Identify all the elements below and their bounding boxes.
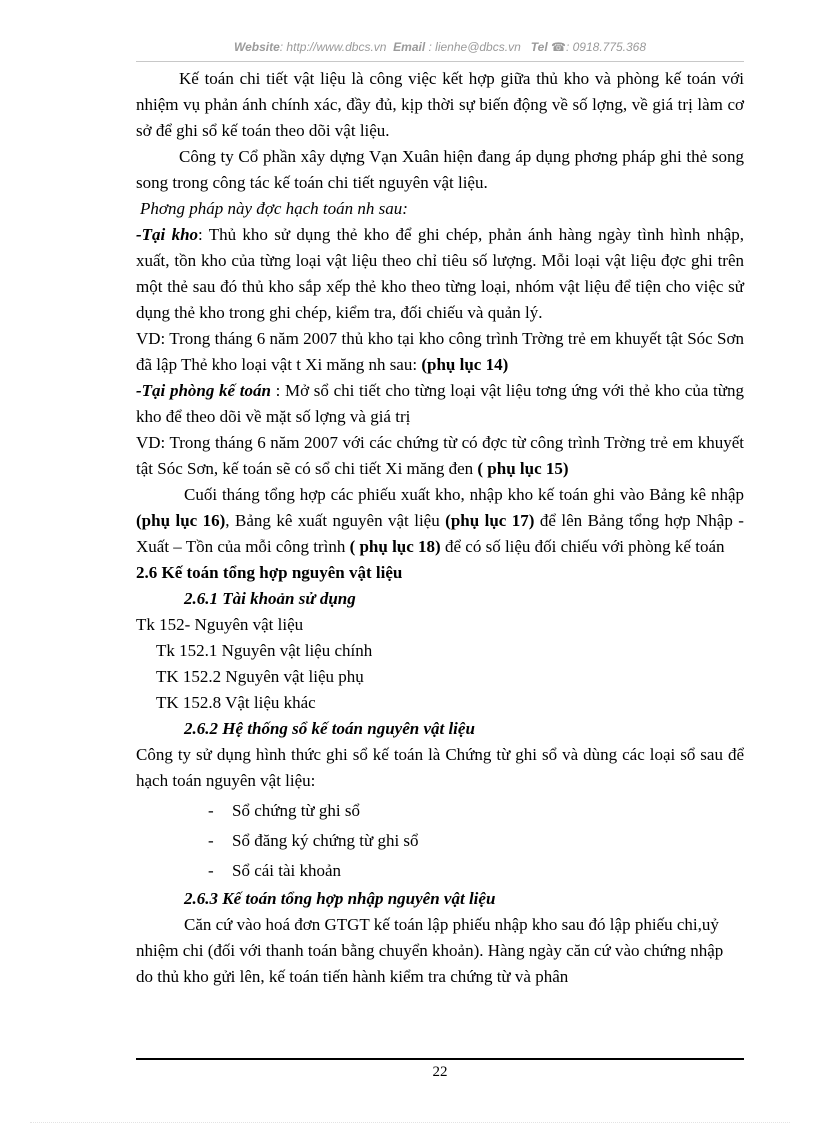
tel-label: Tel	[530, 40, 548, 54]
section-2-6-3-heading: 2.6.3 Kế toán tổng hợp nhập nguyên vật liệu	[184, 889, 496, 908]
example-1-text: VD: Trong tháng 6 năm 2007 thủ kho tại kho công trình Trờng trẻ em khuyết tật Sóc Sơn đã lập Thẻ kho loại vật t Xi măng nh sau:	[136, 329, 744, 374]
account-152-1: Tk 152.1 Nguyên vật liệu chính	[156, 641, 373, 660]
bullet-dash: -	[208, 831, 214, 850]
account-152-2: TK 152.2 Nguyên vật liệu phụ	[156, 667, 364, 686]
book-item-label: Sổ cái tài khoản	[232, 861, 342, 880]
section-2-6-2-heading: 2.6.2 Hệ thống sổ kế toán nguyên vật liệu	[184, 719, 475, 738]
book-item-label: Sổ đăng ký chứng từ ghi sổ	[232, 831, 419, 850]
book-item-label: Sổ chứng từ ghi sổ	[232, 801, 360, 820]
at-accounting-label: -Tại phòng kế toán	[136, 381, 271, 400]
paragraph-book-system: Công ty sử dụng hình thức ghi sổ kế toán là Chứng từ ghi sổ và dùng các loại sổ sau để hạch toán nguyên vật liệu:	[136, 745, 744, 790]
list-item	[136, 856, 744, 886]
month-end-text-a: Cuối tháng tổng hợp các phiếu xuất kho, nhập kho kế toán ghi vào Bảng kê nhập	[184, 485, 744, 504]
at-warehouse-text: : Thủ kho sử dụng thẻ kho để ghi chép, phản ánh hàng ngày tình hình nhập, xuất, tồn kho của từng loại vật liệu theo chỉ tiêu số lượng. Mỗi loại vật liệu đợc ghi trên một thẻ sau đó thủ kho sắp xếp thẻ kho theo từng loại, nhóm vật liệu để tiện cho việc sử dụng thẻ kho trong ghi chép, kiểm tra, đối chiếu và quản lý.	[136, 225, 744, 322]
month-end-text-c: để lên Bảng tổng hợp Nhập - Xuất – Tồn của mỗi công trình	[136, 511, 744, 556]
bullet-dash: -	[208, 861, 214, 880]
month-end-text-d: để có số liệu đối chiếu với phòng kế toán	[440, 537, 725, 556]
example-2-text: VD: Trong tháng 6 năm 2007 với các chứng từ có đợc từ công trình Trờng trẻ em khuyết tật Sóc Sơn, kế toán sẽ có sổ chi tiết Xi măng đen	[136, 433, 744, 478]
paragraph-month-end	[136, 482, 744, 560]
paragraph-method-intro: Phơng pháp này đợc hạch toán nh sau:	[140, 199, 408, 218]
page-number: 22	[432, 1064, 448, 1080]
month-end-text-b: , Bảng kê xuất nguyên vật liệu	[225, 511, 446, 530]
book-list	[136, 796, 744, 886]
account-152: Tk 152- Nguyên vật liệu	[136, 615, 304, 634]
paragraph-detail-accounting: Kế toán chi tiết vật liệu là công việc kết hợp giữa thủ kho và phòng kế toán với nhiệm vụ phản ánh chính xác, đầy đủ, kịp thời sự biến động về số lợng, về giá trị làm cơ sở để ghi sổ kế toán theo dõi vật liệu.	[136, 69, 744, 140]
page-content	[136, 66, 744, 990]
footer-rule	[136, 1058, 744, 1060]
tel-value: ☎: 0918.775.368	[547, 40, 647, 54]
paragraph-purchase-accounting: Căn cứ vào hoá đơn GTGT kế toán lập phiếu nhập kho sau đó lập phiếu chi,uỷ nhiệm chi (đối với thanh toán bằng chuyển khoản). Hàng ngày căn cứ vào chứng nhập do thủ kho gửi lên, kế toán tiến hành kiểm tra chứng từ và phân	[136, 915, 724, 986]
paragraph-at-accounting	[136, 378, 744, 430]
paragraph-at-warehouse	[136, 222, 744, 326]
header-rule	[136, 61, 744, 62]
appendix-17-ref: (phụ lục 17)	[445, 511, 535, 530]
website-value[interactable]: : http://www.dbcs.vn	[279, 40, 387, 54]
paragraph-example-1	[136, 326, 744, 378]
paragraph-example-2	[136, 430, 744, 482]
email-value[interactable]: : lienhe@dbcs.vn	[425, 40, 521, 54]
paragraph-company-method: Công ty Cổ phần xây dựng Vạn Xuân hiện đang áp dụng phơng pháp ghi thẻ song song trong công tác kế toán chi tiết nguyên vật liệu.	[136, 147, 744, 192]
list-item	[136, 796, 744, 826]
appendix-18-ref: ( phụ lục 18)	[349, 537, 441, 556]
at-warehouse-label: -Tại kho	[136, 225, 199, 244]
account-152-8: TK 152.8 Vật liệu khác	[156, 693, 316, 712]
website-label: Website	[233, 40, 280, 54]
appendix-16-ref: (phụ lục 16)	[136, 511, 226, 530]
email-label: Email	[393, 40, 426, 54]
bullet-dash: -	[208, 801, 214, 820]
section-2-6-1-heading: 2.6.1 Tài khoản sử dụng	[184, 589, 356, 608]
list-item	[136, 826, 744, 856]
appendix-15-ref: ( phụ lục 15)	[477, 459, 569, 478]
appendix-14-ref: (phụ lục 14)	[421, 355, 509, 374]
page-header	[136, 40, 744, 54]
section-2-6-heading: 2.6 Kế toán tổng hợp nguyên vật liệu	[136, 563, 403, 582]
at-accounting-text: : Mở sổ chi tiết cho từng loại vật liệu tơng ứng với thẻ kho của từng kho để theo dõi về mặt số lợng và giá trị	[136, 381, 744, 426]
